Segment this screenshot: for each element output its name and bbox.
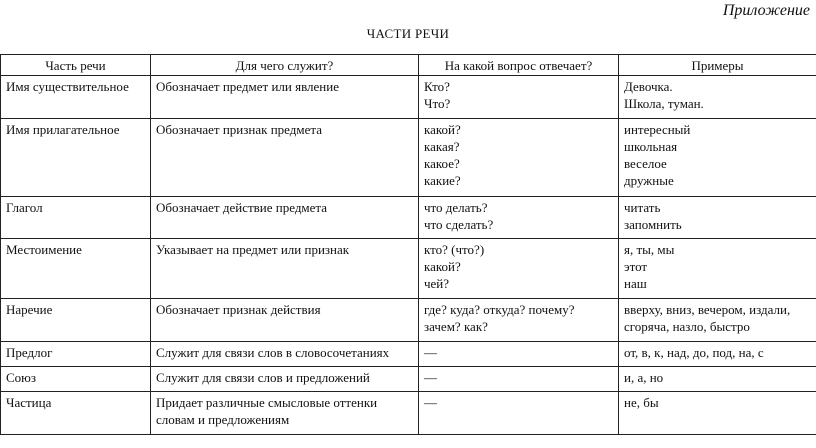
column-header-question: На какой вопрос отвечает?	[419, 55, 619, 76]
examples-cell	[619, 299, 816, 342]
question-line: Кто?	[424, 79, 450, 94]
question-line: —	[424, 345, 437, 361]
question-cell	[419, 367, 619, 392]
example-line: и, а, но	[624, 370, 664, 386]
example-line: этот	[624, 258, 648, 274]
example-line: сгоряча, назло, быстро	[624, 319, 750, 335]
examples-cell	[619, 238, 816, 299]
example-line: веселое	[624, 156, 667, 172]
table-row	[1, 238, 816, 299]
question-cell	[419, 197, 619, 238]
example-line: запомнить	[624, 217, 682, 233]
question-cell	[419, 299, 619, 342]
question-line: какое?	[424, 156, 460, 172]
purpose-line: Служит для связи слов и предложений	[156, 370, 370, 386]
purpose-line: Служит для связи слов в словосочетаниях	[156, 345, 390, 361]
example-line: Девочка.	[624, 79, 673, 94]
purpose-line: Обозначает признак предмета	[156, 122, 322, 138]
table-row	[1, 119, 816, 197]
question-line: что делать?	[424, 200, 488, 216]
example-line: от, в, к, над, до, под, на, с	[624, 345, 764, 361]
example-line: читать	[624, 200, 661, 216]
purpose-line: словам и предложениям	[156, 411, 290, 427]
parts-of-speech-table	[0, 54, 816, 435]
examples-cell	[619, 342, 816, 367]
question-cell	[419, 391, 619, 434]
part-cell: Имя существительное	[1, 76, 151, 119]
example-line: не, бы	[624, 394, 659, 410]
example-line: интересный	[624, 122, 691, 138]
question-line: какие?	[424, 173, 461, 189]
part-cell: Глагол	[1, 197, 151, 238]
question-line: что сделать?	[424, 217, 494, 233]
question-cell	[419, 76, 619, 119]
purpose-line: Обозначает признак действия	[156, 302, 321, 318]
purpose-cell	[151, 367, 419, 392]
question-line: какой?	[424, 122, 461, 138]
example-line: наш	[624, 275, 647, 291]
part-cell: Предлог	[1, 342, 151, 367]
part-cell: Союз	[1, 367, 151, 392]
table-row	[1, 76, 816, 119]
example-line: дружные	[624, 173, 674, 189]
question-line: —	[424, 370, 437, 386]
question-line: зачем? как?	[424, 319, 488, 335]
question-line: какая?	[424, 139, 460, 155]
part-cell: Наречие	[1, 299, 151, 342]
question-line: где? куда? откуда? почему?	[424, 302, 575, 318]
column-header-examples: Примеры	[619, 55, 816, 76]
appendix-label: Приложение	[722, 2, 810, 19]
question-line: Что?	[424, 96, 451, 111]
purpose-cell	[151, 119, 419, 197]
example-line: школьная	[624, 139, 678, 155]
question-cell	[419, 238, 619, 299]
purpose-cell	[151, 299, 419, 342]
purpose-cell	[151, 391, 419, 434]
purpose-line: Обозначает действие предмета	[156, 200, 328, 216]
question-line: какой?	[424, 258, 461, 274]
table-row	[1, 197, 816, 238]
example-line: вверху, вниз, вечером, издали,	[624, 302, 791, 318]
purpose-line: Придает различные смысловые оттенки	[156, 394, 378, 410]
question-cell	[419, 342, 619, 367]
column-header-purpose: Для чего служит?	[151, 55, 419, 76]
question-line: —	[424, 394, 437, 410]
purpose-cell	[151, 342, 419, 367]
part-cell: Частица	[1, 391, 151, 434]
table-row	[1, 299, 816, 342]
part-cell: Имя прилагательное	[1, 119, 151, 197]
example-line: я, ты, мы	[624, 241, 675, 257]
examples-cell	[619, 367, 816, 392]
table-row	[1, 342, 816, 367]
table-header-row	[1, 55, 816, 76]
purpose-cell	[151, 76, 419, 119]
purpose-line: Указывает на предмет или признак	[156, 241, 350, 257]
table-row	[1, 391, 816, 434]
part-cell: Местоимение	[1, 238, 151, 299]
column-header-part: Часть речи	[1, 55, 151, 76]
example-line: Школа, туман.	[624, 96, 704, 111]
table-row	[1, 367, 816, 392]
question-line: чей?	[424, 275, 450, 291]
purpose-line: Обозначает предмет или явление	[156, 79, 339, 94]
examples-cell	[619, 391, 816, 434]
purpose-cell	[151, 197, 419, 238]
question-cell	[419, 119, 619, 197]
examples-cell	[619, 197, 816, 238]
question-line: кто? (что?)	[424, 241, 485, 257]
examples-cell	[619, 76, 816, 119]
examples-cell	[619, 119, 816, 197]
purpose-cell	[151, 238, 419, 299]
document-title: ЧАСТИ РЕЧИ	[366, 26, 450, 41]
